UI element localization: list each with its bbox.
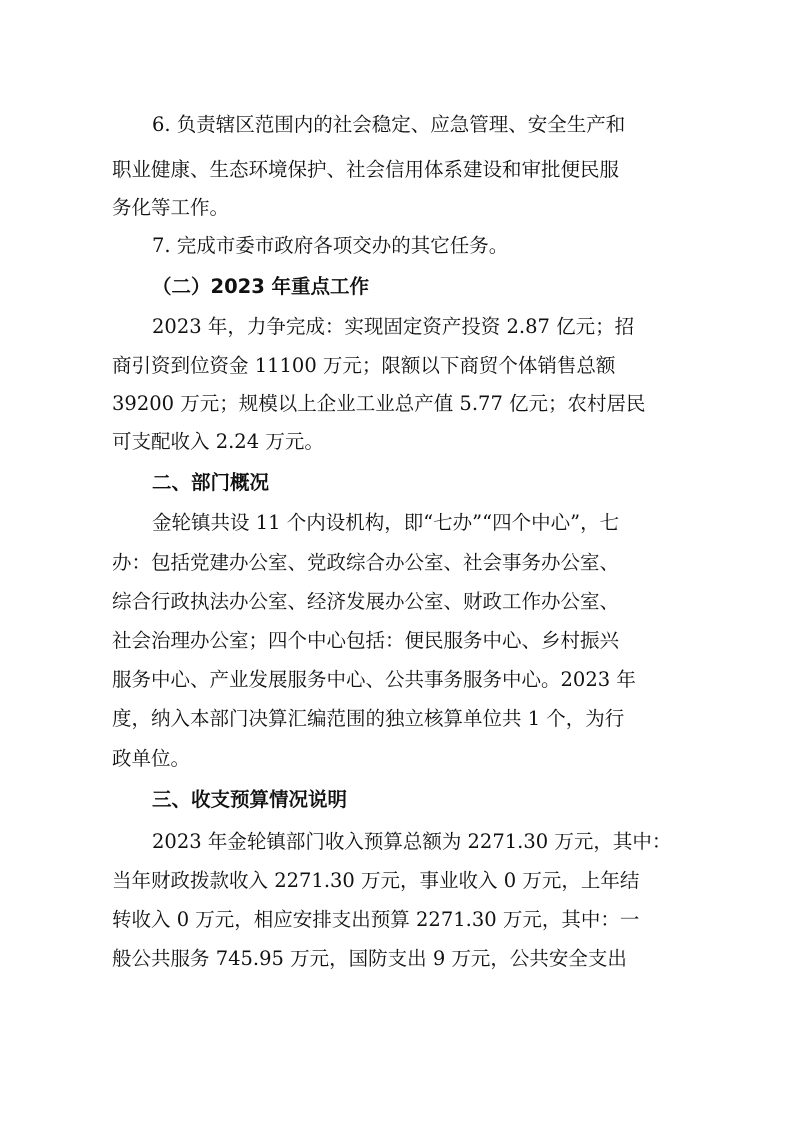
paragraph-line: 般公共服务 745.95 万元，国防支出 9 万元，公共安全支出	[112, 947, 627, 970]
paragraph-line: 商引资到位资金 11100 万元；限额以下商贸个体销售总额	[112, 354, 616, 377]
paragraph-line: 度，纳入本部门决算汇编范围的独立核算单位共 1 个，为行	[112, 707, 625, 730]
section-heading-budget-explanation: 三、收支预算情况说明	[152, 788, 348, 811]
paragraph-line: 2023 年金轮镇部门收入预算总额为 2271.30 万元，其中：	[152, 830, 672, 853]
paragraph-line: 金轮镇共设 11 个内设机构，即“七办”“四个中心”，七	[152, 511, 620, 534]
paragraph-line: 39200 万元；规模以上企业工业总产值 5.77 亿元；农村居民	[112, 392, 646, 415]
paragraph-line: 务化等工作。	[112, 196, 230, 219]
paragraph-line: 当年财政拨款收入 2271.30 万元，事业收入 0 万元，上年结	[112, 869, 640, 892]
paragraph-line: 转收入 0 万元，相应安排支出预算 2271.30 万元，其中：一	[112, 908, 640, 931]
paragraph-line: 2023 年，力争完成：实现固定资产投资 2.87 亿元；招	[152, 315, 635, 338]
paragraph-item-6: 6. 负责辖区范围内的社会稳定、应急管理、安全生产和	[152, 113, 626, 136]
paragraph-line: 政单位。	[112, 747, 191, 770]
paragraph-line: 社会治理办公室；四个中心包括：便民服务中心、乡村振兴	[112, 629, 620, 652]
section-heading-2023-key-work: （二）2023 年重点工作	[152, 275, 370, 298]
paragraph-line: 办：包括党建办公室、党政综合办公室、社会事务办公室、	[112, 551, 620, 574]
paragraph-line: 服务中心、产业发展服务中心、公共事务服务中心。2023 年	[112, 668, 636, 691]
paragraph-line: 可支配收入 2.24 万元。	[112, 430, 324, 453]
paragraph-item-7: 7. 完成市委市政府各项交办的其它任务。	[152, 234, 509, 257]
section-heading-department-overview: 二、部门概况	[152, 471, 270, 494]
paragraph-line: 综合行政执法办公室、经济发展办公室、财政工作办公室、	[112, 590, 620, 613]
paragraph-line: 职业健康、生态环境保护、社会信用体系建设和审批便民服	[112, 158, 620, 181]
